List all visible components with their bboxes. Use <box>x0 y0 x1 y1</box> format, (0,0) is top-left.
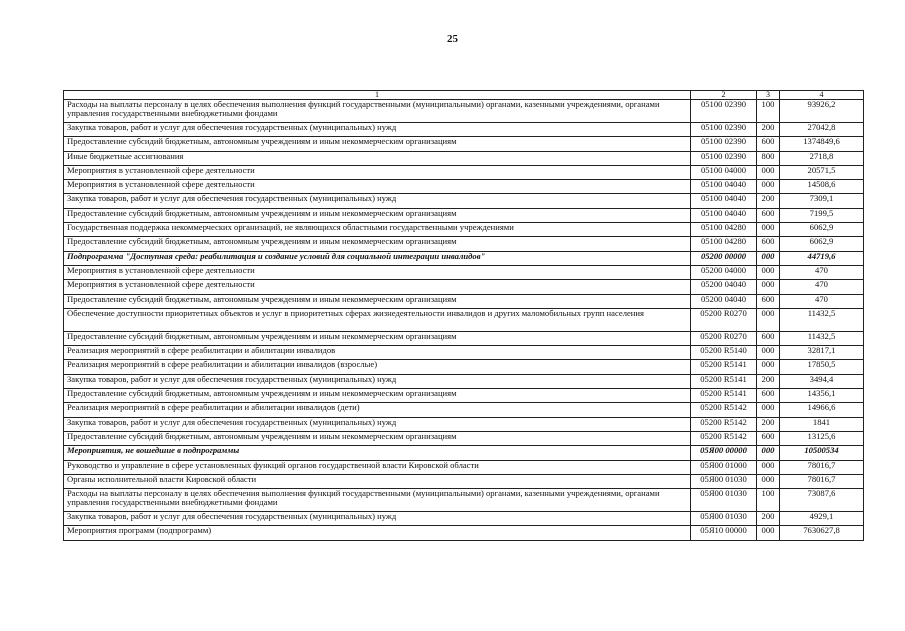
row-amount-cell: 470 <box>780 265 864 279</box>
row-type-cell: 000 <box>757 251 780 265</box>
table-header <box>64 91 864 100</box>
row-code-cell: 05100 02390 <box>691 151 757 165</box>
row-type-cell: 000 <box>757 223 780 237</box>
row-code-cell: 05100 02390 <box>691 100 757 123</box>
table-row <box>64 526 864 540</box>
row-amount-cell: 14966,6 <box>780 403 864 417</box>
header-col-4: 4 <box>780 91 864 100</box>
row-name-cell: Мероприятия в установленной сфере деятельности <box>64 265 691 279</box>
row-amount-cell: 470 <box>780 280 864 294</box>
table-row <box>64 417 864 431</box>
table-row <box>64 151 864 165</box>
row-amount-cell: 11432,5 <box>780 308 864 331</box>
row-type-cell: 000 <box>757 360 780 374</box>
row-type-cell: 600 <box>757 431 780 445</box>
row-amount-cell: 20571,5 <box>780 165 864 179</box>
row-amount-cell: 17850,5 <box>780 360 864 374</box>
row-code-cell: 05200 R5141 <box>691 389 757 403</box>
row-code-cell: 05Я10 00000 <box>691 526 757 540</box>
table-row <box>64 294 864 308</box>
table-row <box>64 489 864 512</box>
row-amount-cell: 32817,1 <box>780 346 864 360</box>
row-name-cell: Закупка товаров, работ и услуг для обеспечения государственных (муниципальных) нужд <box>64 417 691 431</box>
row-type-cell: 000 <box>757 403 780 417</box>
row-code-cell: 05200 R5142 <box>691 431 757 445</box>
row-name-cell: Предоставление субсидий бюджетным, автономным учреждениям и иным некоммерческим организациям <box>64 208 691 222</box>
row-amount-cell: 1841 <box>780 417 864 431</box>
row-amount-cell: 6062,9 <box>780 223 864 237</box>
table-row <box>64 280 864 294</box>
row-name-cell: Реализация мероприятий в сфере реабилитации и абилитации инвалидов <box>64 346 691 360</box>
page-number: 25 <box>447 33 458 45</box>
row-amount-cell: 10500534 <box>780 446 864 460</box>
row-type-cell: 600 <box>757 208 780 222</box>
table-row <box>64 251 864 265</box>
row-amount-cell: 14356,1 <box>780 389 864 403</box>
row-amount-cell: 7199,5 <box>780 208 864 222</box>
row-type-cell: 600 <box>757 237 780 251</box>
row-type-cell: 000 <box>757 280 780 294</box>
row-amount-cell: 13125,6 <box>780 431 864 445</box>
row-name-cell: Предоставление субсидий бюджетным, автономным учреждениям и иным некоммерческим организациям <box>64 237 691 251</box>
row-type-cell: 000 <box>757 308 780 331</box>
row-type-cell: 200 <box>757 374 780 388</box>
row-name-cell: Предоставление субсидий бюджетным, автономным учреждениям и иным некоммерческим организациям <box>64 294 691 308</box>
row-type-cell: 000 <box>757 460 780 474</box>
table-row <box>64 331 864 345</box>
row-name-cell: Закупка товаров, работ и услуг для обеспечения государственных (муниципальных) нужд <box>64 194 691 208</box>
table-row <box>64 474 864 488</box>
row-code-cell: 05200 00000 <box>691 251 757 265</box>
row-type-cell: 600 <box>757 389 780 403</box>
header-col-3: 3 <box>757 91 780 100</box>
table-row <box>64 460 864 474</box>
table-row <box>64 512 864 526</box>
row-type-cell: 000 <box>757 165 780 179</box>
row-code-cell: 05100 02390 <box>691 123 757 137</box>
row-amount-cell: 93926,2 <box>780 100 864 123</box>
row-name-cell: Предоставление субсидий бюджетным, автономным учреждениям и иным некоммерческим организациям <box>64 431 691 445</box>
table-row <box>64 446 864 460</box>
row-amount-cell: 78016,7 <box>780 460 864 474</box>
row-amount-cell: 73087,6 <box>780 489 864 512</box>
row-type-cell: 200 <box>757 512 780 526</box>
row-amount-cell: 2718,8 <box>780 151 864 165</box>
row-name-cell: Закупка товаров, работ и услуг для обеспечения государственных (муниципальных) нужд <box>64 374 691 388</box>
row-name-cell: Закупка товаров, работ и услуг для обеспечения государственных (муниципальных) нужд <box>64 123 691 137</box>
row-name-cell: Мероприятия в установленной сфере деятельности <box>64 165 691 179</box>
row-amount-cell: 6062,9 <box>780 237 864 251</box>
row-code-cell: 05200 R5141 <box>691 360 757 374</box>
row-amount-cell: 4929,1 <box>780 512 864 526</box>
row-type-cell: 000 <box>757 526 780 540</box>
table-row <box>64 223 864 237</box>
row-type-cell: 000 <box>757 265 780 279</box>
row-amount-cell: 470 <box>780 294 864 308</box>
row-name-cell: Закупка товаров, работ и услуг для обеспечения государственных (муниципальных) нужд <box>64 512 691 526</box>
row-code-cell: 05100 04040 <box>691 194 757 208</box>
row-name-cell: Предоставление субсидий бюджетным, автономным учреждениям и иным некоммерческим организациям <box>64 331 691 345</box>
row-name-cell: Мероприятия программ (подпрограмм) <box>64 526 691 540</box>
row-type-cell: 200 <box>757 194 780 208</box>
row-code-cell: 05100 04040 <box>691 208 757 222</box>
row-code-cell: 05Я00 01030 <box>691 512 757 526</box>
row-code-cell: 05100 04280 <box>691 237 757 251</box>
table-row <box>64 100 864 123</box>
table-row <box>64 208 864 222</box>
row-code-cell: 05100 04280 <box>691 223 757 237</box>
row-name-cell: Предоставление субсидий бюджетным, автономным учреждениям и иным некоммерческим организациям <box>64 389 691 403</box>
row-type-cell: 800 <box>757 151 780 165</box>
row-code-cell: 05Я00 00000 <box>691 446 757 460</box>
row-code-cell: 05Я00 01030 <box>691 474 757 488</box>
row-type-cell: 600 <box>757 137 780 151</box>
row-code-cell: 05200 04040 <box>691 280 757 294</box>
table-body <box>64 100 864 541</box>
row-amount-cell: 7630627,8 <box>780 526 864 540</box>
table-row <box>64 308 864 331</box>
header-col-1: 1 <box>64 91 691 100</box>
row-name-cell: Подпрограмма "Доступная среда: реабилитация и создание условий для социальной интеграции инвалидов" <box>64 251 691 265</box>
row-name-cell: Реализация мероприятий в сфере реабилитации и абилитации инвалидов (дети) <box>64 403 691 417</box>
row-name-cell: Реализация мероприятий в сфере реабилитации и абилитации инвалидов (взрослые) <box>64 360 691 374</box>
table-row <box>64 360 864 374</box>
row-code-cell: 05200 R0270 <box>691 331 757 345</box>
row-name-cell: Расходы на выплаты персоналу в целях обеспечения выполнения функций государственными (муниципальными) органами, казенными учреждениями, органами управления государственными внебюджетными фондами <box>64 489 691 512</box>
table-row <box>64 431 864 445</box>
row-name-cell: Органы исполнительной власти Кировской области <box>64 474 691 488</box>
table-row <box>64 194 864 208</box>
table-row <box>64 123 864 137</box>
row-name-cell: Расходы на выплаты персоналу в целях обеспечения выполнения функций государственными (муниципальными) органами, казенными учреждениями, органами управления государственными внебюджетными фондами <box>64 100 691 123</box>
row-type-cell: 600 <box>757 331 780 345</box>
row-code-cell: 05100 04040 <box>691 180 757 194</box>
row-amount-cell: 27042,8 <box>780 123 864 137</box>
table-row <box>64 265 864 279</box>
table-row <box>64 374 864 388</box>
row-amount-cell: 1374849,6 <box>780 137 864 151</box>
row-name-cell: Руководство и управление в сфере установленных функций органов государственной власти Кировской области <box>64 460 691 474</box>
row-name-cell: Государственная поддержка некоммерческих организаций, не являющихся областными государственными учреждениями <box>64 223 691 237</box>
row-amount-cell: 14508,6 <box>780 180 864 194</box>
row-code-cell: 05Я00 01000 <box>691 460 757 474</box>
table-row <box>64 389 864 403</box>
row-name-cell: Мероприятия в установленной сфере деятельности <box>64 280 691 294</box>
row-type-cell: 000 <box>757 474 780 488</box>
row-name-cell: Предоставление субсидий бюджетным, автономным учреждениям и иным некоммерческим организациям <box>64 137 691 151</box>
row-code-cell: 05200 R5142 <box>691 403 757 417</box>
row-code-cell: 05200 04040 <box>691 294 757 308</box>
table-row <box>64 403 864 417</box>
row-code-cell: 05200 R0270 <box>691 308 757 331</box>
row-name-cell: Обеспечение доступности приоритетных объектов и услуг в приоритетных сферах жизнедеятельности инвалидов и других маломобильных групп населения <box>64 308 691 331</box>
budget-table <box>63 90 864 541</box>
row-type-cell: 000 <box>757 446 780 460</box>
row-code-cell: 05200 04000 <box>691 265 757 279</box>
row-amount-cell: 11432,5 <box>780 331 864 345</box>
row-code-cell: 05100 02390 <box>691 137 757 151</box>
row-type-cell: 000 <box>757 180 780 194</box>
row-amount-cell: 3494,4 <box>780 374 864 388</box>
row-amount-cell: 7309,1 <box>780 194 864 208</box>
row-type-cell: 200 <box>757 123 780 137</box>
row-name-cell: Мероприятия в установленной сфере деятельности <box>64 180 691 194</box>
row-type-cell: 100 <box>757 100 780 123</box>
table-row <box>64 137 864 151</box>
row-type-cell: 600 <box>757 294 780 308</box>
row-code-cell: 05200 R5140 <box>691 346 757 360</box>
row-code-cell: 05Я00 01030 <box>691 489 757 512</box>
row-type-cell: 000 <box>757 346 780 360</box>
table-row <box>64 237 864 251</box>
row-amount-cell: 44719,6 <box>780 251 864 265</box>
row-name-cell: Иные бюджетные ассигнования <box>64 151 691 165</box>
row-code-cell: 05200 R5141 <box>691 374 757 388</box>
header-col-2: 2 <box>691 91 757 100</box>
row-type-cell: 100 <box>757 489 780 512</box>
row-code-cell: 05200 R5142 <box>691 417 757 431</box>
row-type-cell: 200 <box>757 417 780 431</box>
row-name-cell: Мероприятия, не вошедшие в подпрограммы <box>64 446 691 460</box>
table-row <box>64 165 864 179</box>
row-amount-cell: 78016,7 <box>780 474 864 488</box>
row-code-cell: 05100 04000 <box>691 165 757 179</box>
table-row <box>64 346 864 360</box>
table-row <box>64 180 864 194</box>
